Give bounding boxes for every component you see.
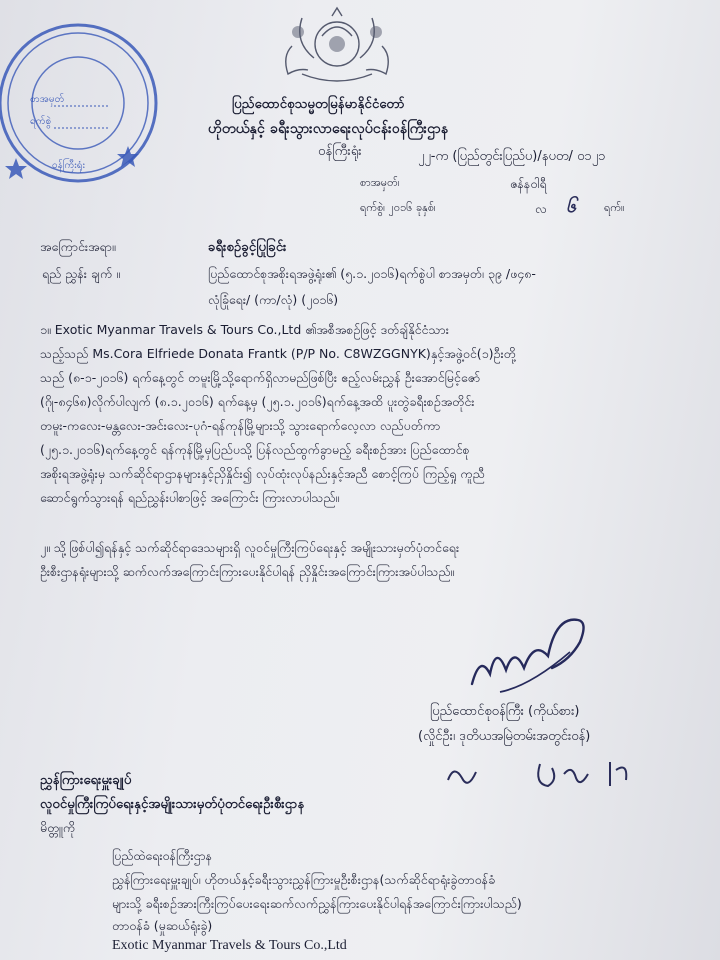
paragraph-line: အစိုးရအဖွဲ့ရုံးမှ သက်ဆိုင်ရာဌာနများနှင့်ညှိနှိုင်း၍ လုပ်ထုံးလုပ်နည်းနှင့်အညီ စောင့်ကြပ် ကြည့်ရှု ကူညီ — [40, 466, 485, 481]
paragraph-1 — [40, 318, 516, 510]
paragraph-line: (ဂိုု-၈၄၆၈)လိုက်ပါလျက် (၈.၁.၂၀၁၆) ရက်နေ့မှ (၂၅.၁.၂၀၁၆)ရက်နေ့အထိ ပူးတွဲခရီးစဉ်အတိုင်း — [40, 394, 475, 409]
date-month-sep: လ — [535, 201, 547, 216]
signature-name: (လှိုင်ဦး၊ ဒုတိယအမြဲတမ်းအတွင်းဝန်) — [418, 729, 591, 744]
date-label: ရက်စွဲ၊ ၂၀၁၆ ခုနှစ်၊ — [360, 201, 436, 214]
signature-title: ပြည်ထောင်စုဝန်ကြီး (ကိုယ်စား) — [430, 704, 580, 719]
paragraph-line: တမူး-ကလေး-မန္တလေး-အင်းလေး-ပုဂံ-ရန်ကုန်မြို့များသို့ သွားရောက်လေ့လာ လည်ပတ်ကာ — [40, 418, 441, 433]
letter-no-label: စာအမှတ်၊ — [360, 176, 400, 189]
letter-no-value: ဇန်နဝါရီ — [510, 176, 547, 191]
handwritten-signature — [460, 612, 610, 702]
header-ministry: ဟိုတယ်နှင့် ခရီးသွားလာရေးလုပ်ငန်းဝန်ကြီးဌာန — [208, 121, 449, 137]
copy-line1: ပြည်ထဲရေးဝန်ကြီးဌာန — [112, 848, 213, 863]
paragraph-line: ၂။ သို့ဖြစ်ပါ၍ရန်နှင့် သက်ဆိုင်ရာဒေသများရှိ လူဝင်မှုကြီးကြပ်ရေးနှင့် အမျိုးသားမှတ်ပုံတင်ရေး — [40, 540, 460, 555]
copy-line4: တာဝန်ခံ (မှုဆယ်ရုံးခွဲ) — [112, 918, 213, 933]
paragraph-line: ၁။ Exotic Myanmar Travels & Tours Co.,Ltd ၏အစီအစဉ်ဖြင့် ဒတ်ချ်နိုင်ငံသား — [40, 322, 449, 337]
copy-line2: ညွှန်ကြားရေးမှူးချုပ်၊ ဟိုတယ်နှင့်ခရီးသွားညွှန်ကြားမှုဦးစီးဌာန(သက်ဆိုင်ရာရုံးခွဲတာဝန်ခံ — [112, 872, 496, 887]
recipient-line2: လူဝင်မှုကြီးကြပ်ရေးနှင့်အမျိုးသားမှတ်ပုံတင်ရေးဦးစီးဌာန — [40, 797, 305, 812]
state-emblem — [262, 6, 412, 90]
paragraph-line: သည့်သည် Ms.Cora Elfriede Donata Frantk (P/P No. C8WZGGNYK)နှင့်အဖွဲ့ဝင်(၁)ဦးတို့ — [40, 346, 516, 361]
subject-text: ခရီးစဉ်ခွင့်ပြုခြင်း — [208, 240, 287, 255]
reference-label: ရည် ညွှန်း ချက် ။ — [42, 266, 120, 281]
paragraph-line: (၂၅.၁.၂၀၁၆)ရက်နေ့တွင် ရန်ကုန်မြို့မှပြည်ပသို့ ပြန်လည်ထွက်ခွာမည့် ခရီးစဉ်အား ပြည်ထောင်စု — [40, 442, 470, 457]
copy-line3: များသို့ ခရီးစဉ်အားကြီးကြပ်ပေးရေးဆက်လက်ညွှန်ကြားပေးနိုင်ပါရန်အကြောင်းကြားပါသည်) — [112, 896, 522, 911]
paragraph-line: သည် (၈-၁-၂၀၁၆) ရက်နေ့တွင် တမူးမြို့သို့ရောက်ရှိလာမည်ဖြစ်ပြီး ဧည့်လမ်းညွှန် ဦးအောင်မြင့်ဇော် — [40, 370, 481, 385]
reference-line2: လုံခြုံရေး/ (ကာ/လုံ) (၂၀၁၆) — [208, 292, 339, 307]
stamp-bottom-text: ဝန်ကြီးရုံး — [52, 160, 86, 171]
copy-line5: Exotic Myanmar Travels & Tours Co.,Ltd — [112, 938, 347, 953]
stamp-line1-label: စာအမှတ် — [30, 94, 65, 105]
subject-label: အကြောင်းအရာ။ — [40, 239, 116, 254]
header-country: ပြည်ထောင်စုသမ္မတမြန်မာနိုင်ငံတော် — [232, 97, 405, 112]
recipient-line1: ညွှန်ကြားရေးမှူးချုပ် — [40, 773, 132, 788]
paragraph-line: ဆောင်ရွက်သွားရန် ရည်ညွှန်းပါစာဖြင့် အကြောင်း ကြားလာပါသည်။ — [40, 490, 340, 505]
office-stamp — [0, 18, 166, 188]
reference-line1: ပြည်ထောင်စုအစိုးရအဖွဲ့ရုံး၏ (၅.၁.၂၀၁၆)ရက်စွဲပါ စာအမှတ်၊ ၃၉ /ဖ၄၈- — [208, 266, 536, 281]
star-icon — [5, 158, 27, 179]
header-office: ဝန်ကြီးရုံး — [318, 144, 362, 159]
paragraph-line: ဦးစီးဌာနရုံးများသို့ ဆက်လက်အကြောင်းကြားပေးနိုင်ပါရန် ညှိနှိုင်းအကြောင်းကြားအပ်ပါသည်။ — [40, 564, 455, 579]
paragraph-2 — [40, 536, 459, 584]
ref-number: ၂၂-က (ပြည်တွင်းပြည်ပ)/နပတ/ ၀၁၂၁ — [418, 149, 606, 164]
date-day: ၆ — [566, 196, 577, 217]
date-suffix: ရက်။ — [604, 201, 625, 214]
stamp-line2-label: ရက်စွဲ — [30, 116, 52, 127]
recipient-line3: မိတ္တူကို — [40, 820, 76, 835]
handwritten-note — [440, 752, 680, 798]
